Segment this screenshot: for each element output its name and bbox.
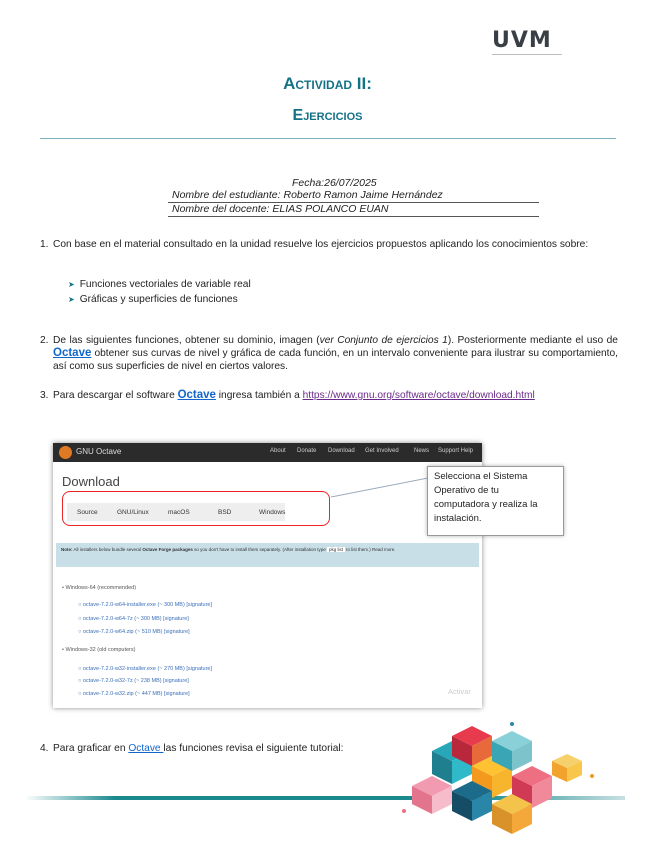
file-link[interactable]: ○ octave-7.2.0-w32-installer.exe (~ 270 MB) [signature]	[78, 666, 213, 672]
logo-subline	[492, 54, 562, 58]
logo-text: UVM	[492, 28, 552, 53]
list-item-1	[40, 238, 618, 251]
file-name[interactable]: octave-7.2.0-w64.zip (~ 510 MB) [signature]	[82, 629, 190, 635]
arrow-bullet-icon: ➤	[68, 295, 75, 304]
note-text: so you don't have to install them separately. (After installation type	[194, 547, 326, 552]
note-text: All installers below bundle several	[73, 547, 142, 552]
file-link[interactable]: ○ octave-7.2.0-w64-7z (~ 300 MB) [signature]	[78, 616, 189, 622]
section-title: Windows-64 (recommended)	[65, 585, 137, 591]
activity-title: Actividad II:	[283, 74, 372, 93]
bullet-item	[68, 279, 251, 290]
header-divider	[40, 138, 616, 139]
nav-download[interactable]: Download	[328, 448, 355, 454]
file-name[interactable]: octave-7.2.0-w32-installer.exe (~ 270 MB) [signature]	[82, 666, 213, 672]
section-title: Windows-32 (old computers)	[65, 647, 136, 653]
item-number: 3.	[40, 390, 49, 401]
text-run: obtener sus curvas de nivel y gráfica de cada función, en un intervalo conveniente para ilustrar su comportamiento, así como sus superficies de nivel en ciertos valores.	[53, 348, 618, 372]
site-navbar	[53, 443, 482, 462]
file-name[interactable]: octave-7.2.0-w32.zip (~ 447 MB) [signature]	[82, 691, 190, 697]
nav-support[interactable]: Support Help	[438, 448, 474, 454]
list-item-3	[40, 389, 618, 402]
uvm-logo	[492, 28, 562, 58]
bullet-text: Funciones vectoriales de variable real	[79, 279, 251, 290]
octave-link[interactable]: Octave	[53, 347, 92, 359]
os-tab-macos[interactable]: macOS	[168, 509, 190, 516]
file-link[interactable]: ○ octave-7.2.0-w32.zip (~ 447 MB) [signature]	[78, 691, 190, 697]
item-number: 1.	[40, 239, 49, 250]
gnu-download-link[interactable]: https://www.gnu.org/software/octave/download.html	[302, 390, 535, 401]
file-link[interactable]: ○ octave-7.2.0-w64-installer.exe (~ 300 MB) [signature]	[78, 602, 213, 608]
nav-donate[interactable]: Donate	[297, 448, 317, 454]
item-text: Con base en el material consultado en la unidad resuelve los ejercicios propuestos aplicando los conocimientos sobre:	[53, 239, 589, 250]
os-tab-windows[interactable]: Windows	[259, 509, 286, 516]
note-label: Note:	[61, 547, 73, 552]
bullet-text: Gráficas y superficies de funciones	[79, 294, 238, 305]
decorative-cubes	[392, 716, 612, 842]
nav-get-involved[interactable]: Get Involved	[365, 448, 399, 454]
item-text	[53, 389, 618, 402]
text-run: ingresa también a	[215, 390, 303, 401]
bullet-item	[68, 294, 238, 305]
windows64-section: • Windows-64 (recommended)	[62, 585, 137, 591]
item-number: 2.	[40, 335, 49, 346]
file-name[interactable]: octave-7.2.0-w32-7z (~ 238 MB) [signature]	[82, 678, 189, 684]
octave-logo-icon	[59, 446, 72, 459]
file-name[interactable]: octave-7.2.0-w64-7z (~ 300 MB) [signature]	[82, 616, 189, 622]
file-link[interactable]: ○ octave-7.2.0-w32-7z (~ 238 MB) [signature]	[78, 678, 189, 684]
octave-link[interactable]: Octave	[177, 389, 216, 401]
activation-watermark: Activar	[448, 687, 471, 696]
nav-news[interactable]: News	[414, 448, 430, 454]
os-tab-source[interactable]: Source	[77, 509, 98, 516]
italic-run: ver Conjunto de ejercicios 1	[319, 335, 448, 346]
item-number: 4.	[40, 743, 49, 754]
teacher-name-line: Nombre del docente: ELIAS POLANCO EUAN	[168, 203, 539, 217]
list-item-2	[40, 334, 618, 373]
note-text: to list them.) Read more.	[346, 547, 396, 552]
student-name-line: Nombre del estudiante: Roberto Ramon Jaime Hernández	[168, 189, 539, 203]
arrow-bullet-icon: ➤	[68, 280, 75, 289]
installer-note	[56, 543, 479, 567]
activity-subtitle: Ejercicios	[292, 107, 363, 124]
item-text	[53, 334, 618, 373]
site-title: GNU Octave	[76, 447, 122, 456]
text-run: Para descargar el software	[53, 390, 178, 401]
callout-box: Selecciona el Sistema Operativo de tu computadora y realiza la instalación.	[427, 466, 564, 536]
windows32-section: • Windows-32 (old computers)	[62, 647, 136, 653]
text-run: Para graficar en	[53, 743, 129, 754]
file-link[interactable]: ○ octave-7.2.0-w64.zip (~ 510 MB) [signature]	[78, 629, 190, 635]
note-code: pkg list	[329, 547, 344, 552]
text-run: las funciones revisa el siguiente tutorial:	[163, 743, 344, 754]
download-heading: Download	[62, 474, 120, 489]
nav-about[interactable]: About	[270, 448, 286, 454]
os-tab-linux[interactable]: GNU/Linux	[117, 509, 149, 516]
cube-shapes	[402, 722, 594, 834]
note-forge: Octave Forge packages	[142, 547, 193, 552]
date-line: Fecha:26/07/2025	[292, 177, 377, 189]
callout-connector	[331, 476, 428, 498]
os-tab-bsd[interactable]: BSD	[218, 509, 232, 516]
file-name[interactable]: octave-7.2.0-w64-installer.exe (~ 300 MB) [signature]	[82, 602, 213, 608]
text-run: ). Posteriormente mediante el uso de	[447, 335, 618, 346]
octave-link[interactable]: Octave	[128, 743, 164, 754]
text-run: De las siguientes funciones, obtener su dominio, imagen (	[53, 335, 320, 346]
